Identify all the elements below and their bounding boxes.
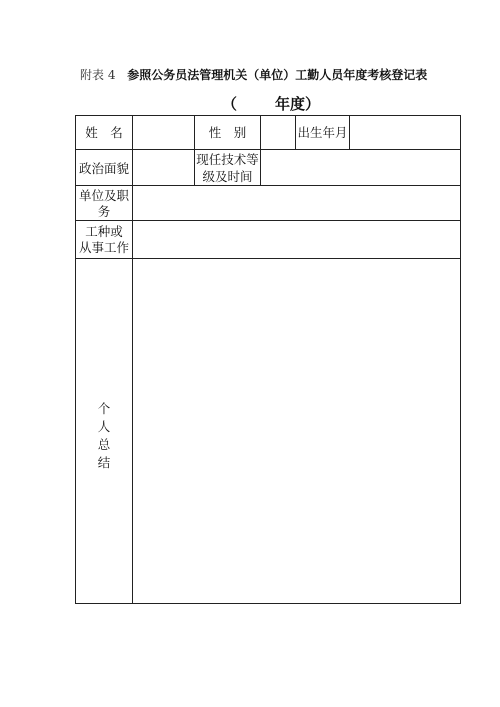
year-label: 年度）	[275, 95, 321, 113]
unit-position-label-line1: 单位及职	[78, 188, 129, 203]
political-status-label: 政治面貌	[78, 161, 129, 176]
assessment-form-table	[75, 115, 461, 604]
summary-label-char: 结	[97, 455, 111, 470]
name-label: 姓 名	[85, 125, 123, 140]
gender-label: 性 别	[208, 125, 247, 140]
political-status-field[interactable]	[133, 150, 194, 185]
year-line	[0, 93, 500, 113]
summary-label-char: 个	[97, 401, 111, 416]
form-title: 参照公务员法管理机关（单位）工勤人员年度考核登记表	[127, 68, 428, 82]
tech-level-label-line2: 级及时间	[202, 169, 253, 184]
tech-level-field[interactable]	[261, 150, 460, 185]
birth-field[interactable]	[350, 116, 460, 149]
personal-summary-field[interactable]	[133, 259, 460, 603]
tech-level-label-line1: 现任技术等	[196, 152, 259, 167]
work-type-label-line1: 工种或	[85, 224, 123, 239]
work-type-field[interactable]	[133, 221, 460, 258]
summary-label-char: 总	[97, 437, 111, 452]
work-type-label-line2: 从事工作	[78, 240, 129, 255]
birth-label: 出生年月	[297, 125, 348, 140]
form-heading	[80, 66, 480, 83]
unit-position-label-line2: 务	[97, 204, 111, 219]
gender-field[interactable]	[261, 116, 295, 149]
name-field[interactable]	[133, 116, 194, 149]
summary-label-char: 人	[97, 419, 111, 434]
unit-position-field[interactable]	[133, 186, 460, 220]
appendix-number: 附表 4	[80, 68, 116, 82]
year-open-paren: （	[222, 95, 238, 113]
